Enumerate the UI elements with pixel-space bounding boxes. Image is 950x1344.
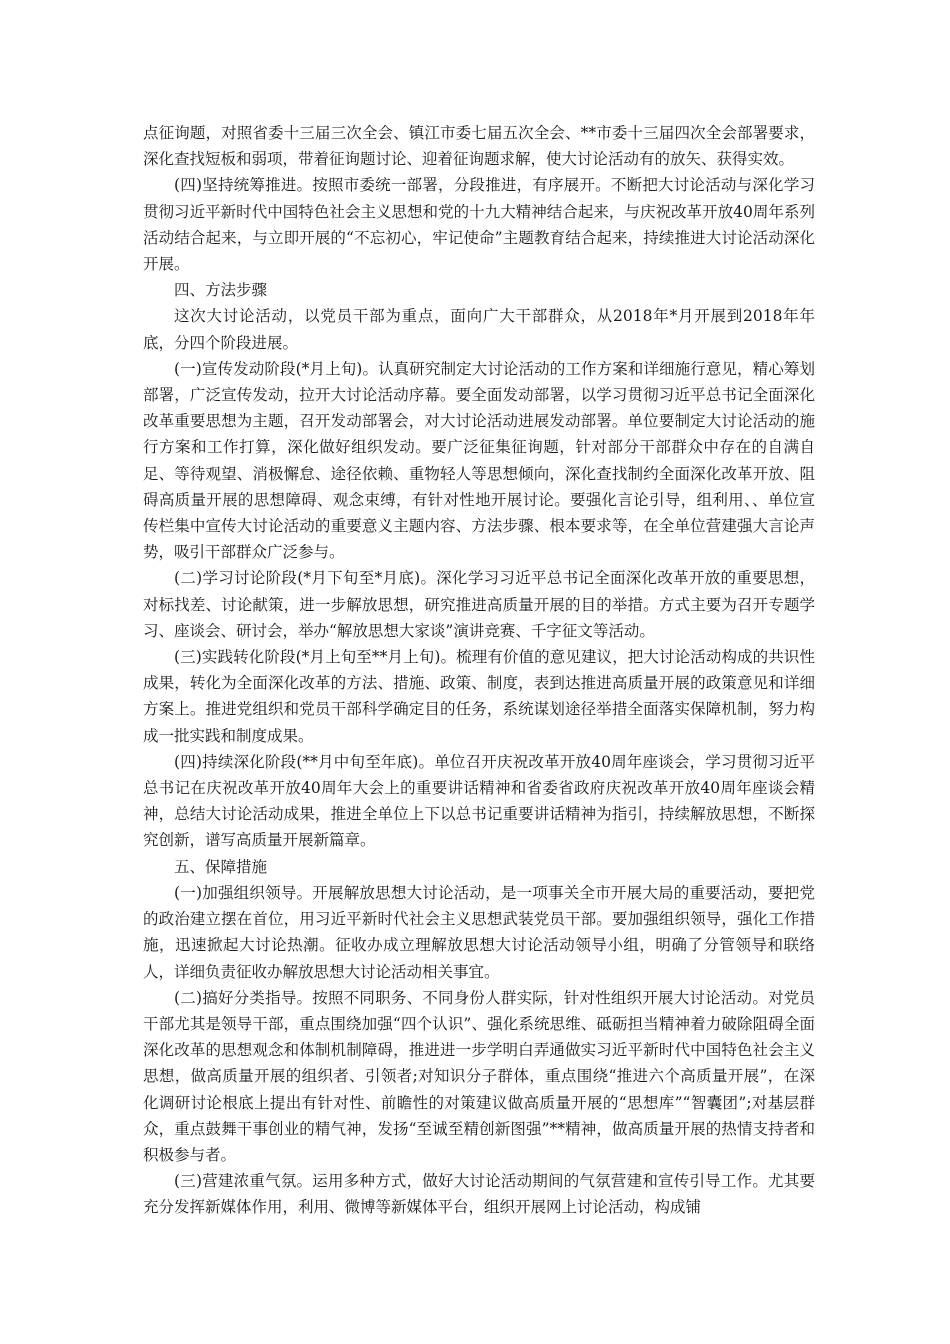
paragraph: (三)营建浓重气氛。运用多种方式，做好大讨论活动期间的气氛营建和宣传引导工作。尤其要充分发挥新媒体作用，利用、微博等新媒体平台，组织开展网上讨论活动，构成铺: [143, 1172, 815, 1217]
paragraph: (二)搞好分类指导。按照不同职务、不同身份人群实际，针对性组织开展大讨论活动。对党员干部尤其是领导干部，重点围绕加强“四个认识”、强化系统思维、砥砺担当精神着力破除阻碍全面深化改革的思想观念和体制机制障碍，推进进一步学明白弄通做实习近平新时代中国特色社会主义思想，做高质量开展的组织者、引领者;对知识分子群体，重点围绕“推进六个高质量开展”，在深化调研讨论根底上提出有针对性、前瞻性的对策建议做高质量开展的“思想库”“智囊团”;对基层群众，重点鼓舞干事创业的精气神，发扬“至诚至精创新图强”**精神，做高质量开展的热情支持者和积极参与者。: [143, 988, 815, 1164]
paragraph: (四)持续深化阶段(**月中旬至年底)。单位召开庆祝改革开放40周年座谈会，学习贯彻习近平总书记在庆祝改革开放40周年大会上的重要讲话精神和省委省政府庆祝改革开放40周年座谈会精神，总结大讨论活动成果，推进全单位上下以总书记重要讲话精神为指引，持续解放思想，不断探究创新，谱写高质量开展新篇章。: [143, 752, 815, 850]
paragraph: 点征询题，对照省委十三届三次全会、镇江市委七届五次全会、**市委十三届四次全会部署要求，深化查找短板和弱项，带着征询题讨论、迎着征询题求解，使大讨论活动有的放矢、获得实效。: [143, 124, 815, 169]
paragraph: (二)学习讨论阶段(*月下旬至*月底)。深化学习习近平总书记全面深化改革开放的重要思想，对标找差、讨论献策，进一步解放思想，研究推进高质量开展的目的举措。方式主要为召开专题学习、座谈会、研讨会，举办“解放思想大家谈”演讲竞赛、千字征文等活动。: [143, 569, 815, 640]
section-heading: 四、方法步骤: [174, 281, 268, 300]
paragraph: (一)宣传发动阶段(*月上旬)。认真研究制定大讨论活动的工作方案和详细施行意见，精心筹划部署，广泛宣传发动，拉开大讨论活动序幕。要全面发动部署，以学习贯彻习近平总书记全面深化改革重要思想为主题，召开发动部署会，对大讨论活动进展发动部署。单位要制定大讨论活动的施行方案和工作打算，深化做好组织发动。要广泛征集征询题，针对部分干部群众中存在的自满自足、等待观望、消极懈怠、途径依赖、重物轻人等思想倾向，深化查找制约全面深化改革开放、阻碍高质量开展的思想障碍、观念束缚，有针对性地开展讨论。要强化言论引导，组利用、、单位宣传栏集中宣传大讨论活动的重要意义主题内容、方法步骤、根本要求等，在全单位营建强大言论声势，吸引干部群众广泛参与。: [143, 359, 815, 562]
document-body: [143, 120, 815, 1221]
section-heading: 五、保障措施: [174, 857, 268, 876]
paragraph: (三)实践转化阶段(*月上旬至**月上旬)。梳理有价值的意见建议，把大讨论活动构成的共识性成果，转化为全面深化改革的方法、措施、政策、制度，表到达推进高质量开展的政策意见和详细方案上。推进党组织和党员干部科学确定目的任务，系统谋划途径举措全面落实保障机制，努力构成一批实践和制度成果。: [143, 648, 815, 745]
paragraph: (一)加强组织领导。开展解放思想大讨论活动，是一项事关全市开展大局的重要活动，要把党的政治建立摆在首位，用习近平新时代社会主义思想武装党员干部。要加强组织领导，强化工作措施，迅速掀起大讨论热潮。征收办成立理解放思想大讨论活动领导小组，明确了分管领导和联络人，详细负责征收办解放思想大讨论活动相关事宜。: [143, 883, 815, 981]
paragraph: 这次大讨论活动，以党员干部为重点，面向广大干部群众，从2018年*月开展到2018年年底，分四个阶段进展。: [143, 307, 815, 352]
paragraph: (四)坚持统筹推进。按照市委统一部署，分段推进，有序展开。不断把大讨论活动与深化学习贯彻习近平新时代中国特色社会主义思想和党的十九大精神结合起来，与庆祝改革开放40周年系列活动结合起来，与立即开展的“不忘初心，牢记使命”主题教育结合起来，持续推进大讨论活动深化开展。: [143, 176, 815, 274]
